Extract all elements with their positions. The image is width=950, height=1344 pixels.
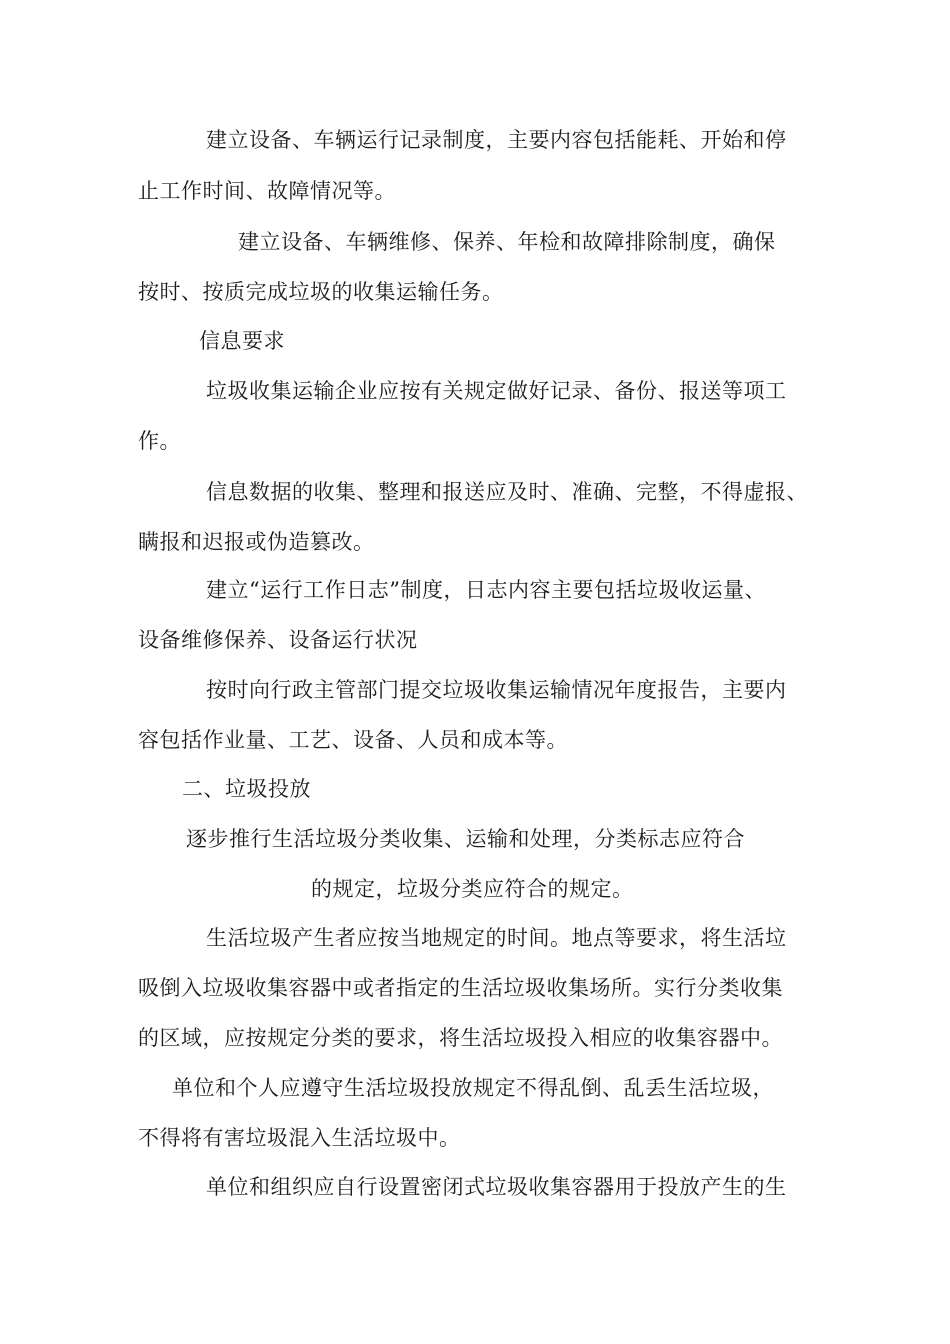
paragraph-line: 建立设备、车辆维修、保养、年检和故障排除制度，确保 [238,230,776,254]
paragraph-line: 按时、按质完成垃圾的收集运输任务。 [138,280,504,304]
paragraph-line: 的区域，应按规定分类的要求，将生活垃圾投入相应的收集容器中。 [138,1026,783,1050]
paragraph-line: 的规定，垃圾分类应符合的规定。 [311,877,634,901]
paragraph-line: 不得将有害垃圾混入生活垃圾中。 [138,1126,461,1150]
section-heading: 二、垃圾投放 [182,777,311,801]
paragraph-line: 建立设备、车辆运行记录制度，主要内容包括能耗、开始和停 [206,128,787,152]
paragraph-line: 单位和个人应遵守生活垃圾投放规定不得乱倒、乱丢生活垃圾， [172,1076,774,1100]
paragraph-line: 生活垃圾产生者应按当地规定的时间。地点等要求，将生活垃 [206,926,787,950]
paragraph-line: 建立“运行工作日志”制度，日志内容主要包括垃圾收运量、 [206,578,766,602]
paragraph-line: 吸倒入垃圾收集容器中或者指定的生活垃圾收集场所。实行分类收集 [138,976,783,1000]
paragraph-line: 按时向行政主管部门提交垃圾收集运输情况年度报告，主要内 [206,678,787,702]
paragraph-line: 瞒报和迟报或伪造篡改。 [138,530,375,554]
paragraph-line: 止工作时间、故障情况等。 [138,179,396,203]
paragraph-line: 容包括作业量、工艺、设备、人员和成本等。 [138,728,568,752]
section-heading: 信息要求 [199,329,285,353]
paragraph-line: 信息数据的收集、整理和报送应及时、准确、完整，不得虚报、 [206,480,808,504]
paragraph-line: 垃圾收集运输企业应按有关规定做好记录、备份、报送等项工 [206,379,787,403]
paragraph-line: 作。 [138,429,181,453]
paragraph-line: 单位和组织应自行设置密闭式垃圾收集容器用于投放产生的生 [206,1175,787,1199]
paragraph-line: 设备维修保养、设备运行状况 [138,628,418,652]
paragraph-line: 逐步推行生活垃圾分类收集、运输和处理，分类标志应符合 [186,827,745,851]
